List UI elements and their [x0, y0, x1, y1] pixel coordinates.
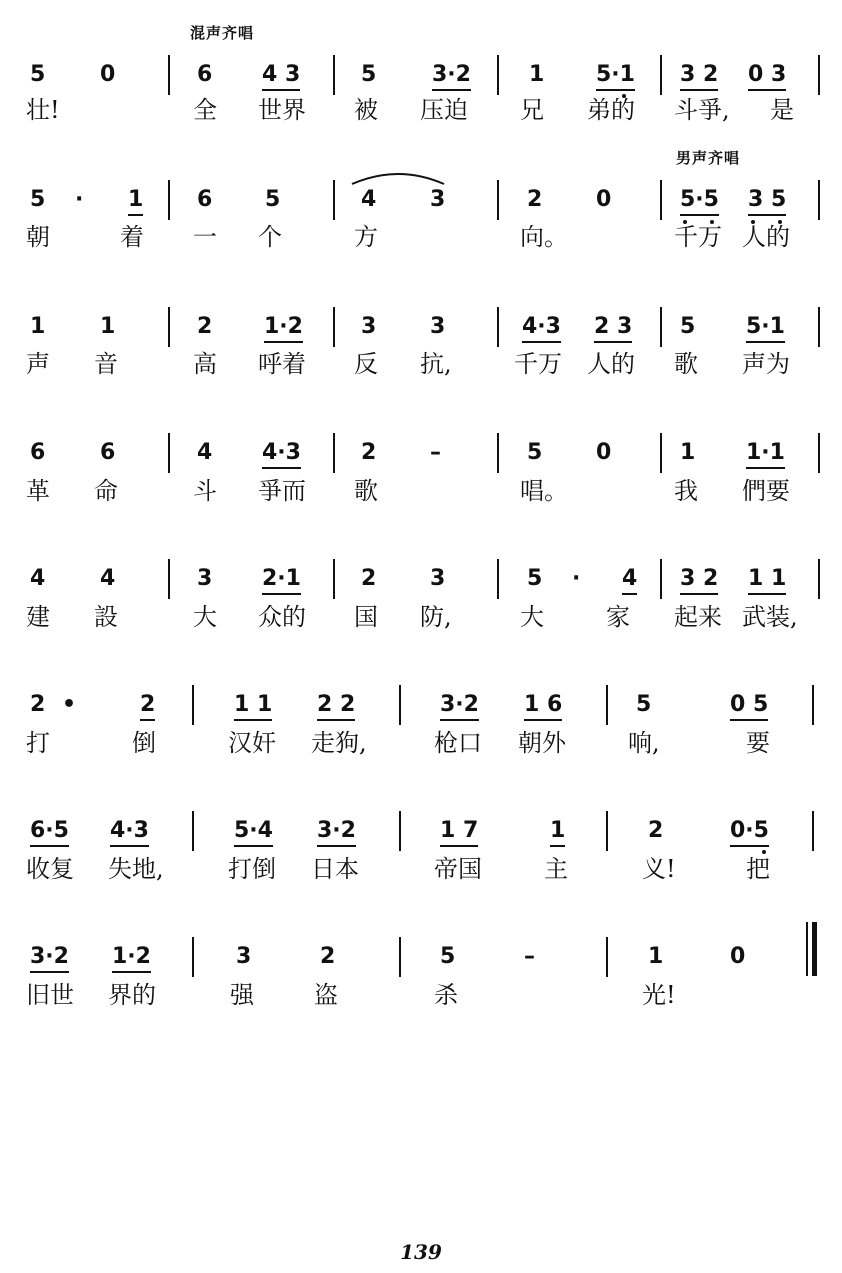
note-group: 6·5 [30, 818, 69, 847]
note-group: 2 2 [317, 692, 355, 721]
barline [497, 433, 499, 473]
barline [818, 433, 820, 473]
lyric: 千万 [514, 350, 562, 378]
note: 4 [361, 187, 377, 212]
lyric: 家 [606, 603, 630, 631]
final-barline-thin [806, 922, 808, 976]
lyric: 人的 [587, 350, 635, 378]
lyric: 方 [354, 223, 378, 251]
lyric: 响, [628, 729, 660, 757]
male-chorus-annotation: 男声齐唱 [676, 149, 741, 167]
barline [660, 55, 662, 95]
lyric: 主 [544, 855, 568, 883]
lyric: 日本 [311, 855, 359, 883]
barline [818, 180, 820, 220]
note: 2 [361, 566, 377, 591]
note: 1 [529, 62, 545, 87]
lyric: 音 [94, 350, 118, 378]
note: 4 [30, 566, 46, 591]
lyric: 向。 [520, 223, 568, 251]
note: 6 [100, 440, 116, 465]
note: 2 [140, 692, 155, 721]
note-group: 1·2 [264, 314, 303, 343]
note: 2 [320, 944, 336, 969]
barline [497, 180, 499, 220]
lyric: 国 [354, 603, 378, 631]
barline [192, 685, 194, 725]
note-group: 0 5 [730, 692, 768, 721]
lyric: 杀 [434, 981, 458, 1009]
note-group: 3 2 [680, 566, 718, 595]
note-group: 5·1 [746, 314, 785, 343]
lyric: 朝 [26, 223, 50, 251]
note: 0 [730, 944, 746, 969]
barline [399, 685, 401, 725]
lyric: 光! [642, 981, 676, 1009]
page-number: 139 [400, 1240, 442, 1264]
lyric: 反 [354, 350, 378, 378]
lyric: 被 [354, 96, 378, 124]
note-group: 0·5 [730, 818, 769, 847]
lyric: 倒 [132, 729, 156, 757]
note: 5 [527, 566, 543, 591]
barline [818, 55, 820, 95]
barline [606, 811, 608, 851]
note-group: 1 1 [748, 566, 786, 595]
barline [497, 559, 499, 599]
lyric: 失地, [108, 855, 164, 883]
lyric: 兄 [520, 96, 544, 124]
lyric: 大 [520, 603, 544, 631]
lyric: 众的 [258, 603, 306, 631]
barline [812, 685, 814, 725]
lyric: 声为 [742, 350, 790, 378]
lyric: 强 [230, 981, 254, 1009]
lyric: 爭而 [258, 477, 306, 505]
lyric: 唱。 [520, 477, 568, 505]
note: 1 [128, 187, 143, 216]
note: 5 [265, 187, 281, 212]
barline [168, 559, 170, 599]
note: 0 [100, 62, 116, 87]
note: 2 [30, 692, 46, 717]
note-group: 3·2 [440, 692, 479, 721]
barline [333, 55, 335, 95]
note: 3 [236, 944, 252, 969]
lyric: 打 [26, 729, 50, 757]
note: 5 [636, 692, 652, 717]
note-group: 4·3 [262, 440, 301, 469]
barline [818, 559, 820, 599]
augmentation-dot: · [572, 566, 581, 591]
dash: – [524, 944, 535, 969]
note: 5 [527, 440, 543, 465]
lyric: 一 [193, 223, 217, 251]
lyric: 旧世 [26, 981, 74, 1009]
note: 3 [430, 566, 446, 591]
barline [168, 433, 170, 473]
barline [660, 559, 662, 599]
barline [812, 811, 814, 851]
note-group: 1 1 [234, 692, 272, 721]
lyric: 設 [94, 603, 118, 631]
note: 3 [361, 314, 377, 339]
note: 6 [197, 62, 213, 87]
lyric: 收复 [26, 855, 74, 883]
barline [818, 307, 820, 347]
lyric: 义! [642, 855, 676, 883]
note: 5 [680, 314, 696, 339]
note-group: 1·2 [112, 944, 151, 973]
note: 5 [30, 187, 46, 212]
note-group: 1·1 [746, 440, 785, 469]
note-group: 1 6 [524, 692, 562, 721]
lyric: 把 [746, 855, 770, 883]
note: 1 [680, 440, 696, 465]
note: 1 [30, 314, 46, 339]
lyric: 命 [94, 477, 118, 505]
lyric: 我 [674, 477, 698, 505]
lyric: 要 [746, 729, 770, 757]
lyric: 抗, [420, 350, 452, 378]
note: 4 [100, 566, 116, 591]
note: 3 [197, 566, 213, 591]
barline [192, 811, 194, 851]
note-group: 3·2 [317, 818, 356, 847]
lyric: 歌 [674, 350, 698, 378]
lyric: 朝外 [518, 729, 566, 757]
lyric: 起来 [674, 603, 722, 631]
lyric: 武装, [742, 603, 798, 631]
lyric: 弟的 [587, 96, 635, 124]
lyric: 帝国 [434, 855, 482, 883]
lyric: 压迫 [420, 96, 468, 124]
barline [660, 433, 662, 473]
barline [399, 811, 401, 851]
lyric: 斗 [193, 477, 217, 505]
barline [497, 307, 499, 347]
lyric: 着 [120, 223, 144, 251]
note: 1 [648, 944, 664, 969]
barline [168, 55, 170, 95]
lyric: 声 [26, 350, 50, 378]
lyric: 高 [193, 350, 217, 378]
note-group: 2 3 [594, 314, 632, 343]
lyric: 防, [420, 603, 452, 631]
note: 2 [648, 818, 664, 843]
note: 3 [430, 187, 446, 212]
lyric: 走狗, [311, 729, 367, 757]
note: 2 [197, 314, 213, 339]
note-group: 1 7 [440, 818, 478, 847]
note: 6 [197, 187, 213, 212]
barline [606, 937, 608, 977]
note: 2 [361, 440, 377, 465]
lyric: 斗爭, [674, 96, 730, 124]
augmentation-dot: · [75, 187, 84, 212]
lyric: 界的 [108, 981, 156, 1009]
lyric: 全 [193, 96, 217, 124]
note: 3 [430, 314, 446, 339]
note-group: 0 3 [748, 62, 786, 91]
lyric: 大 [193, 603, 217, 631]
barline [192, 937, 194, 977]
note: 0 [596, 187, 612, 212]
dash: – [430, 440, 441, 465]
lyric: 盗 [314, 981, 338, 1009]
lyric: 人的 [742, 223, 790, 251]
lyric: 枪口 [434, 729, 482, 757]
barline [333, 559, 335, 599]
barline [168, 180, 170, 220]
note: 4 [622, 566, 637, 595]
lyric: 壮! [26, 96, 60, 124]
note-group: 5·4 [234, 818, 273, 847]
note: 1 [100, 314, 116, 339]
lyric: 建 [26, 603, 50, 631]
barline [333, 180, 335, 220]
note: 6 [30, 440, 46, 465]
barline [399, 937, 401, 977]
barline [660, 307, 662, 347]
note-group: 3 2 [680, 62, 718, 91]
note-group: 3 5 [748, 187, 786, 216]
barline [333, 433, 335, 473]
note: 0 [596, 440, 612, 465]
lyric: 打倒 [228, 855, 276, 883]
note-group: 4·3 [522, 314, 561, 343]
note-group: 5·5 [680, 187, 719, 216]
barline [497, 55, 499, 95]
lyric: 革 [26, 477, 50, 505]
note-group: 3·2 [30, 944, 69, 973]
augmentation-dot: • [62, 692, 77, 717]
barline [660, 180, 662, 220]
mixed-chorus-annotation: 混声齐唱 [190, 24, 255, 42]
note-group: 3·2 [432, 62, 471, 91]
lyric: 是 [770, 96, 794, 124]
lyric: 世界 [258, 96, 306, 124]
lyric: 歌 [354, 477, 378, 505]
note: 4 [197, 440, 213, 465]
barline [168, 307, 170, 347]
note: 2 [527, 187, 543, 212]
note: 1 [550, 818, 565, 847]
note: 5 [361, 62, 377, 87]
note: 5 [30, 62, 46, 87]
note-group: 4·3 [110, 818, 149, 847]
barline [606, 685, 608, 725]
lyric: 汉奸 [228, 729, 276, 757]
tie-slur [350, 170, 446, 186]
lyric: 千万 [674, 223, 722, 251]
barline [333, 307, 335, 347]
final-barline-thick [812, 922, 817, 976]
note-group: 2·1 [262, 566, 301, 595]
note-group: 5·1 [596, 62, 635, 91]
note: 5 [440, 944, 456, 969]
lyric: 呼着 [258, 350, 306, 378]
lyric: 們要 [742, 477, 790, 505]
lyric: 个 [258, 223, 282, 251]
note-group: 4 3 [262, 62, 300, 91]
